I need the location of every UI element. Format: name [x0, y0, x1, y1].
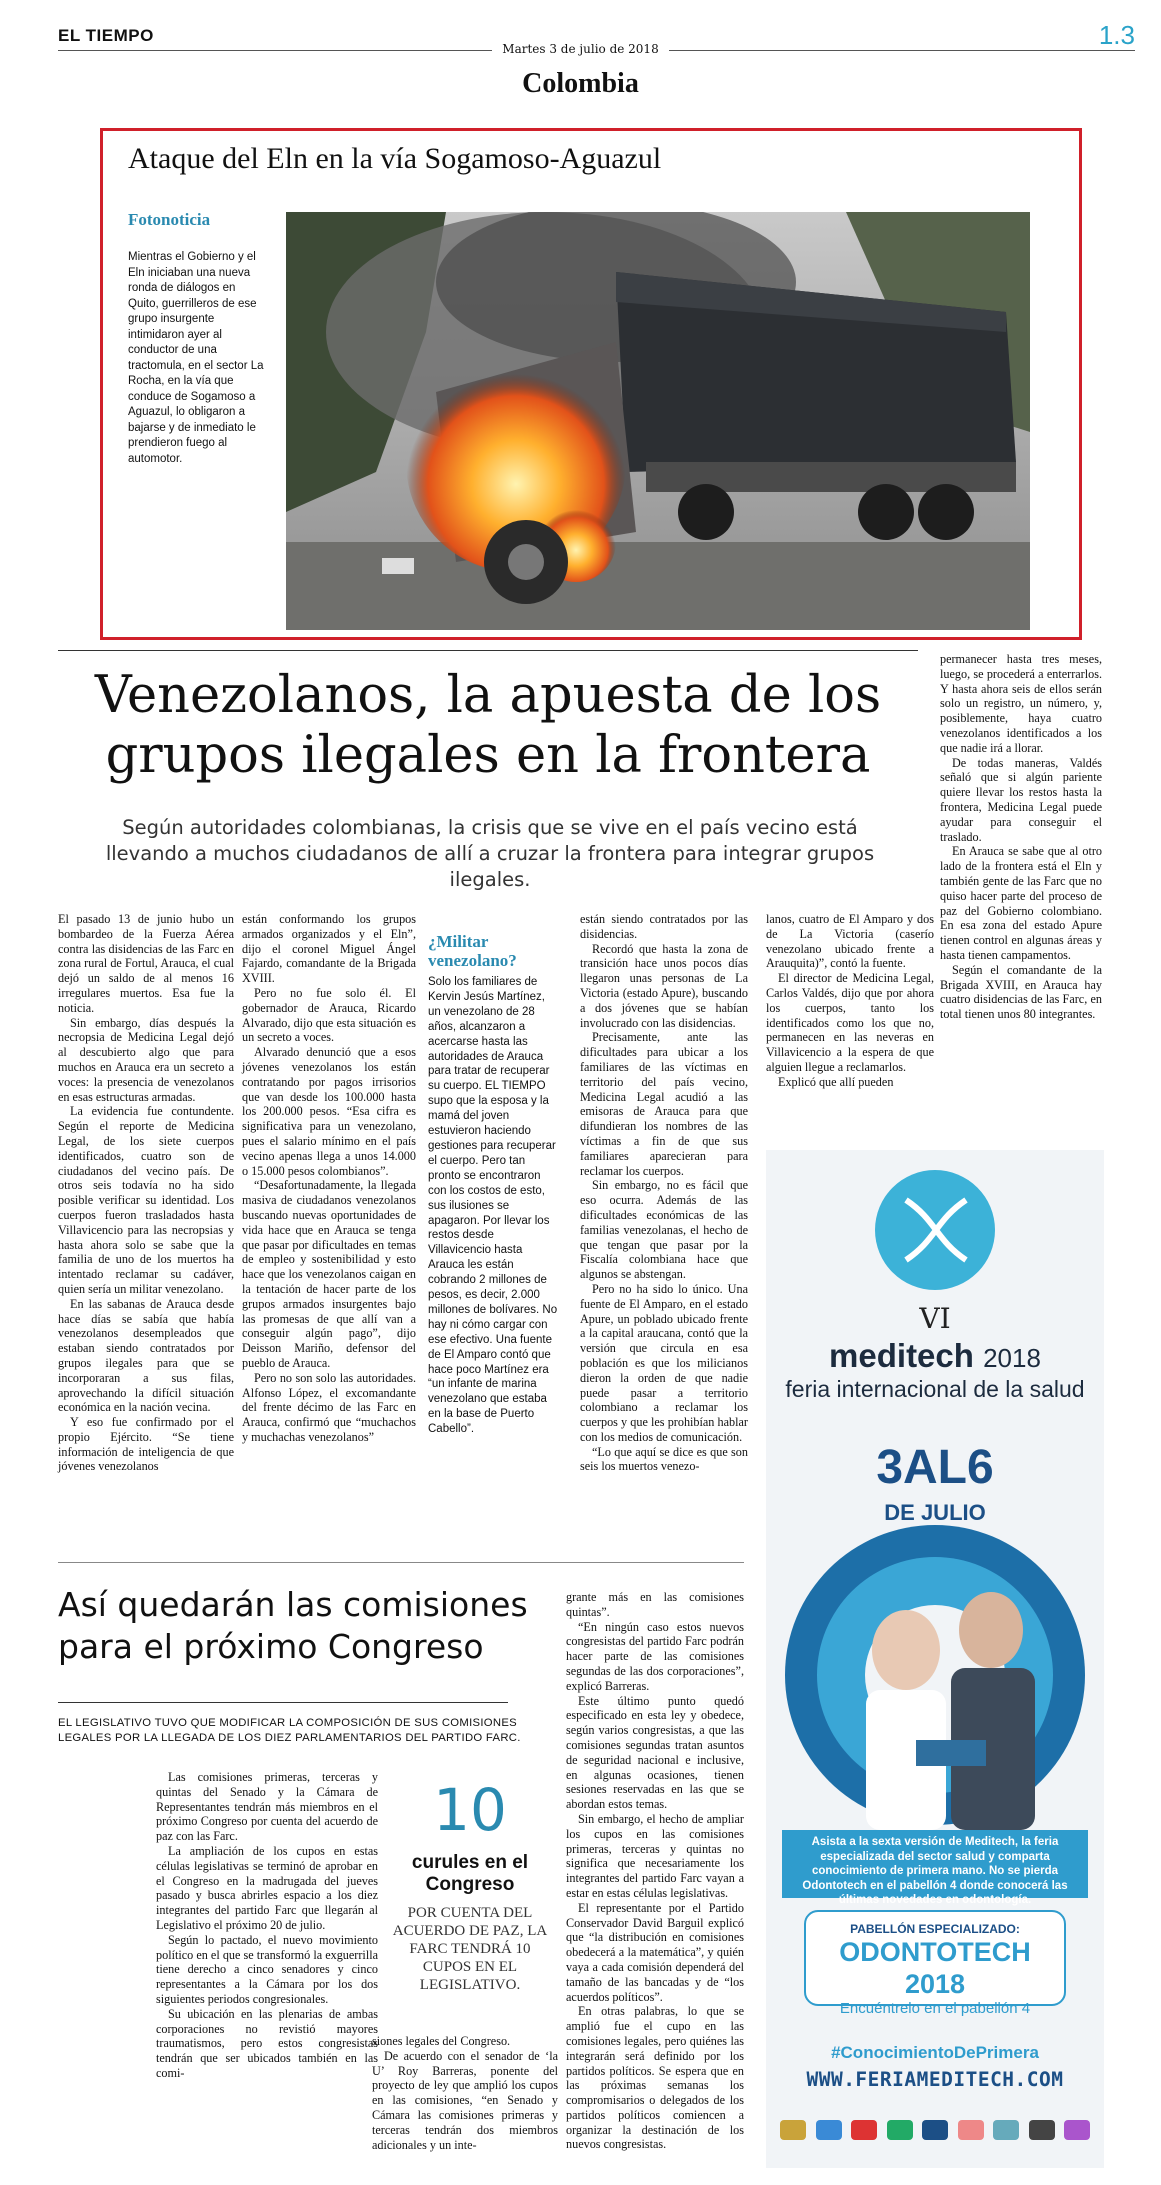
paragraph: La ampliación de los cupos en estas células legislativas se terminó de aprobar en el Congreso en la madrugada del jueves pasado y busca abrirles espacio a los diez integrantes del partido Farc que llegarán al Legislativo el próximo 20 de julio.: [156, 1843, 378, 1932]
sponsor-logo-icon: [887, 2120, 913, 2140]
burning-truck-photo: [286, 212, 1030, 630]
section-divider: [58, 650, 918, 651]
page-number: 1.3: [1098, 20, 1135, 50]
paragraph: Este último punto quedó especificado en esta ley y obedece, según varios congresistas, a que las comisiones segundas tratan asuntos de seguridad nacional e inclusive, en algunas ocasiones, tienen sesiones reservadas en las que se abordan estos temas.: [566, 1693, 744, 1812]
section-title: Colombia: [522, 68, 639, 99]
paragraph: Precisamente, ante las dificultades para ubicar a los familiares de las víctimas en territorio del país vecino, Medicina Legal acudió a las emisoras de Arauca para que difundieran los nombres de las víctimas a fin de que sus familiares aparecieran para reclamar los cuerpos.: [580, 1030, 748, 1178]
second-column-3: [566, 1590, 744, 2152]
sponsor-logo-icon: [1029, 2120, 1055, 2140]
paragraph: El representante por el Partido Conservador David Barguil explicó que “la distribución en comisiones obedecerá a la matemática”, y quién vaya a cada comisión dependerá del tamaño de las bancadas y de “los acuerdos políticos”.: [566, 1900, 744, 2004]
odontotech-title: ODONTOTECH 2018: [839, 1937, 1031, 1999]
paragraph: Su ubicación en las plenarias de ambas corporaciones no revistió mayores traumatismos, pero estos congresistas tendrán que ser ubicados también en las comi-: [156, 2006, 378, 2080]
paragraph: Las comisiones primeras, terceras y quintas del Senado y la Cámara de Representantes tendrán más miembros en el próximo Congreso por cuenta del acuerdo de paz con las Farc.: [156, 1770, 378, 1844]
paragraph: Sin embargo, el hecho de ampliar los cupos en las comisiones primeras, terceras y quintas no significa que necesariamente los integrantes del partido Farc vayan a estar en estas células legislativas.: [566, 1811, 744, 1900]
paragraph: En las sabanas de Arauca desde hace días se sabía que había venezolanos desempleados que estaban siendo contratados por grupos ilegales para que se incorporaran a sus filas, aprovechando la difícil situación económica en la nación vecina.: [58, 1296, 234, 1415]
sponsor-logos: [780, 2110, 1090, 2150]
ad-subtitle: feria internacional de la salud: [785, 1376, 1085, 1402]
big-number-label: curules en el Congreso: [411, 1852, 529, 1895]
paragraph: Alvarado denunció que a esos jóvenes venezolanos los están contratando por pagos irrisorios que van desde los 100.000 hasta los 200.000 pesos. “Esa cifra es significativa para un venezolano, pues el salario mínimo en el país vecino apenas llega a unos 14.000 o 15.000 pesos colombianos”.: [242, 1045, 416, 1178]
paragraph: “En ningún caso estos nuevos congresistas del partido Farc podrán hacer parte de las comisiones segundas de las dos corporaciones”, explicó Barreras.: [566, 1619, 744, 1693]
ad-year: 2018: [983, 1343, 1041, 1373]
paragraph: De acuerdo con el senador de ‘la U’ Roy Barreras, ponente del proyecto de ley que amplió los cupos en las comisiones, “en Senado y Cámara las comisiones primeras y terceras tendrán dos miembros adicionales y un inte-: [372, 2048, 558, 2152]
main-deck: Según autoridades colombianas, la crisis que se vive en el país vecino está llevando a muchos ciudadanos de allí a cruzar la frontera para integrar grupos ilegales.: [105, 816, 875, 891]
sidebar-heading: ¿Militar venezolano?: [428, 932, 517, 970]
big-number-sub: POR CUENTA DEL ACUERDO DE PAZ, LA FARC TENDRÁ 10 CUPOS EN EL LEGISLATIVO.: [392, 1905, 548, 1993]
pavilion-sub: Encuéntrelo en el pabellón 4: [839, 2000, 1031, 2017]
big-number: 10: [433, 1776, 507, 1844]
paragraph: De todas maneras, Valdés señaló que si algún pariente quiere llevar los restos hasta la frontera, Medicina Legal puede ayudar para conseguir el traslado.: [940, 755, 1102, 844]
sponsor-logo-icon: [780, 2120, 806, 2140]
meditech-ad[interactable]: [766, 1150, 1104, 2168]
paragraph: El director de Medicina Legal, Carlos Valdés, dijo que por ahora los cuerpos, tanto los identificados como los que no, permanecen en las neveras en Villavicencio a la espera de que alguien llegue a reclamarlos.: [766, 971, 934, 1074]
paragraph: Según lo pactado, el nuevo movimiento político en el que se transformó la exguerrilla tiene derecho a cinco senadores y cinco representantes a la Cámara por los dos siguientes periodos congresionales.: [156, 1932, 378, 2006]
paragraph: están conformando los grupos armados organizados y el Eln”, dijo el coronel Miguel Ángel Fajardo, comandante de la Brigada XVIII.: [242, 912, 416, 986]
main-column-4: [580, 912, 748, 1474]
date-text: Martes 3 de julio de 2018: [492, 42, 668, 56]
ad-month: DE JULIO: [884, 1500, 986, 1525]
ad-band-text: Asista a la sexta versión de Meditech, la feria especializada del sector salud y comparta conocimiento de primera mano. No se pierda Odontotech en el pabellón 4 donde conocerá las últimas novedades en odontología.: [782, 1830, 1088, 1898]
ad-brand: [766, 1337, 1104, 1375]
second-headline: Así quedarán las comisiones para el próximo Congreso: [58, 1585, 528, 1666]
photo-caption: Mientras el Gobierno y el Eln iniciaban una nueva ronda de diálogos en Quito, guerrilleros de ese grupo insurgente intimidaron ayer al conductor de una tractomula, en el sector La Rocha, en la vía que conduce de Sogamoso a Aguazul, lo obligaron a bajarse y de inmediato le prendieron fuego al automotor.: [128, 251, 264, 465]
paragraph: Sin embargo, no es fácil que eso ocurra. Además de las dificultades económicas de las familias venezolanas, el hecho de que tengan que pasar por la Fiscalía colombiana hace que algunos se abstengan.: [580, 1178, 748, 1282]
paragraph: La evidencia fue contundente. Según el reporte de Medicina Legal, de los siete cuerpos identificados, cuatro son de ciudadanos del vecino país. De otros seis todavía no ha sido posible verificar su identidad. Los cuerpos fueron trasladados hasta Villavicencio para las necropsias y hasta ahora solo se sabe que la familia de uno de los muertos ha intentado reclamar su cadáver, quien sería un militar venezolano.: [58, 1104, 234, 1296]
paragraph: grante más en las comisiones quintas”.: [566, 1590, 744, 1619]
fotonoticia-label: Fotonoticia: [128, 210, 211, 229]
paragraph: “Desafortunadamente, la llegada masiva de ciudadanos venezolanos buscando nuevas oportunidades de vida hace que en Arauca se tenga que pasar por dificultades en temas de empleo y sostenibilidad y esto hace que los venezolanos caigan en la tentación de hacer parte de los grupos armados insurgentes bajo las promesas de que allí van a conseguir algún pago”, dijo Deisson Mariño, defensor del pueblo de Arauca.: [242, 1178, 416, 1370]
ad-brand-name: meditech: [829, 1337, 974, 1374]
second-column-2: [372, 2034, 558, 2152]
main-column-6: [940, 652, 1102, 1022]
dna-logo-icon: [875, 1170, 995, 1290]
sponsor-logo-icon: [1064, 2120, 1090, 2140]
second-kicker: EL LEGISLATIVO TUVO QUE MODIFICAR LA COMPOSICIÓN DE SUS COMISIONES LEGALES POR LA LLEGADA DE LOS DIEZ PARLAMENTARIOS DEL PARTIDO FARC.: [58, 1717, 521, 1744]
main-column-2: [242, 912, 416, 1445]
sponsor-logo-icon: [816, 2120, 842, 2140]
section-divider: [58, 1562, 744, 1563]
dateline: [0, 42, 1161, 56]
sponsor-logo-icon: [993, 2120, 1019, 2140]
ad-dates: 3AL6: [876, 1441, 994, 1494]
sponsor-logo-icon: [851, 2120, 877, 2140]
paragraph: permanecer hasta tres meses, luego, se procederá a enterrarlos. Y hasta ahora seis de ellos serán solo un registro, un número, y, posiblemente, haya cuatro venezolanos identificados a los que nadie irá a llorar.: [940, 652, 1102, 755]
main-column-1: [58, 912, 234, 1474]
paragraph: Sin embargo, días después la necropsia de Medicina Legal dejó al descubierto algo que para muchos en Arauca era un secreto a voces: la presencia de venezolanos en esas estructuras armadas.: [58, 1015, 234, 1104]
paragraph: Pero no son solo las autoridades. Alfonso López, el excomandante del frente décimo de las Farc en Arauca, confirmó que “muchachos y muchachas venezolanos”: [242, 1370, 416, 1444]
second-column-1: [156, 1770, 378, 2081]
paragraph: En Arauca se sabe que al otro lado de la frontera está el Eln y también gente de las Farc que no quiso hacer parte del proceso de paz del Gobierno colombiano. En esa zona del estado Apure tienen control en algunas áreas y hasta tienen campamentos.: [940, 844, 1102, 962]
photo-story-title: Ataque del Eln en la vía Sogamoso-Aguazul: [128, 142, 662, 175]
paragraph: Explicó que allí pueden: [778, 1074, 894, 1089]
paragraph: Según el comandante de la Brigada XVIII, en Arauca hay cuatro disidencias de las Farc, en total tienen unos 80 integrantes.: [940, 962, 1102, 1022]
odontotech-box: [804, 1910, 1066, 2017]
paragraph: Pero no fue solo él. El gobernador de Arauca, Ricardo Alvarado, dijo que esta situación es un secreto a voces.: [242, 985, 416, 1045]
masthead-brand: EL TIEMPO: [58, 26, 154, 45]
main-column-5: [766, 912, 934, 1090]
paragraph: El pasado 13 de junio hubo un bombardeo de la Fuerza Aérea contra las disidencias de las Farc en zona rural de Fortul, Arauca, el cual dejó un saldo de al menos 16 irregulares muertos. Esa fue la noticia.: [58, 912, 234, 1015]
paragraph: siones legales del Congreso.: [372, 2034, 511, 2048]
paragraph: En otras palabras, lo que se amplió fue el cupo en las comisiones legales, pero quiénes las integrarán será definido por los partidos políticos. Se espera que en las próximas semanas los compromisarios o delegados de los partidos políticos comiencen a organizar la destinación de los nuevos congresistas.: [566, 2004, 744, 2152]
sponsor-logo-icon: [958, 2120, 984, 2140]
paragraph: están siendo contratados por las disidencias.: [580, 912, 748, 941]
paragraph: Recordó que hasta la zona de transición hace unos pocos días llegaron unas personas de La Victoria (estado Apure), buscando a dos jóvenes que se habían involucrado con las disidencias.: [580, 941, 748, 1030]
headline-rule: [58, 1702, 508, 1703]
sponsor-logo-icon: [922, 2120, 948, 2140]
paragraph: lanos, cuatro de El Amparo y dos de La Victoria (caserío venezolano ubicado frente a Arauquita)”, contó la fuente.: [766, 912, 934, 971]
pavilion-label: PABELLÓN ESPECIALIZADO:: [850, 1922, 1020, 1936]
ad-hashtag: #ConocimientoDePrimera: [831, 2043, 1039, 2062]
sidebar-text: Solo los familiares de Kervin Jesús Martínez, un venezolano de 28 años, alcanzaron a acercarse hasta las autoridades de Arauca para tratar de recuperar su cuerpo. EL TIEMPO supo que la esposa y la mamá del joven estuvieron haciendo gestiones para recuperar el cuerpo. Pero tan pronto se encontraron con los costos de esto, sus ilusiones se apagaron. Por llevar los restos desde Villavicencio hasta Arauca les están cobrando 2 millones de pesos, es decir, 2.000 millones de bolívares. No hay ni cómo cargar con ese efectivo. Una fuente de El Amparo contó que hace poco Martínez era “un infante de marina venezolano que estaba en la base de Puerto Cabello”.: [428, 976, 558, 1436]
paragraph: Pero no ha sido lo único. Una fuente de El Amparo, en el estado Apure, un poblado ubicado frente a la capital araucana, contó que la versión que circula en esa población es que los milicianos dieron la orden de que nadie puede pasar a territorio colombiano a reclamar los cuerpos y que les prohibían hablar con los medios de comunicación.: [580, 1281, 748, 1444]
ad-edition: VI: [919, 1302, 951, 1335]
paragraph: “Lo que aquí se dice es que son seis los muertos venezo-: [580, 1444, 748, 1474]
ad-url-link[interactable]: WWW.FERIAMEDITECH.COM: [806, 2068, 1064, 2091]
truck-illustration: [286, 212, 1030, 630]
paragraph: Y eso fue confirmado por el propio Ejército. “Se tiene información de inteligencia de que jóvenes venezolanos: [58, 1415, 234, 1474]
main-headline: Venezolanos, la apuesta de los grupos ilegales en la frontera: [94, 666, 882, 785]
